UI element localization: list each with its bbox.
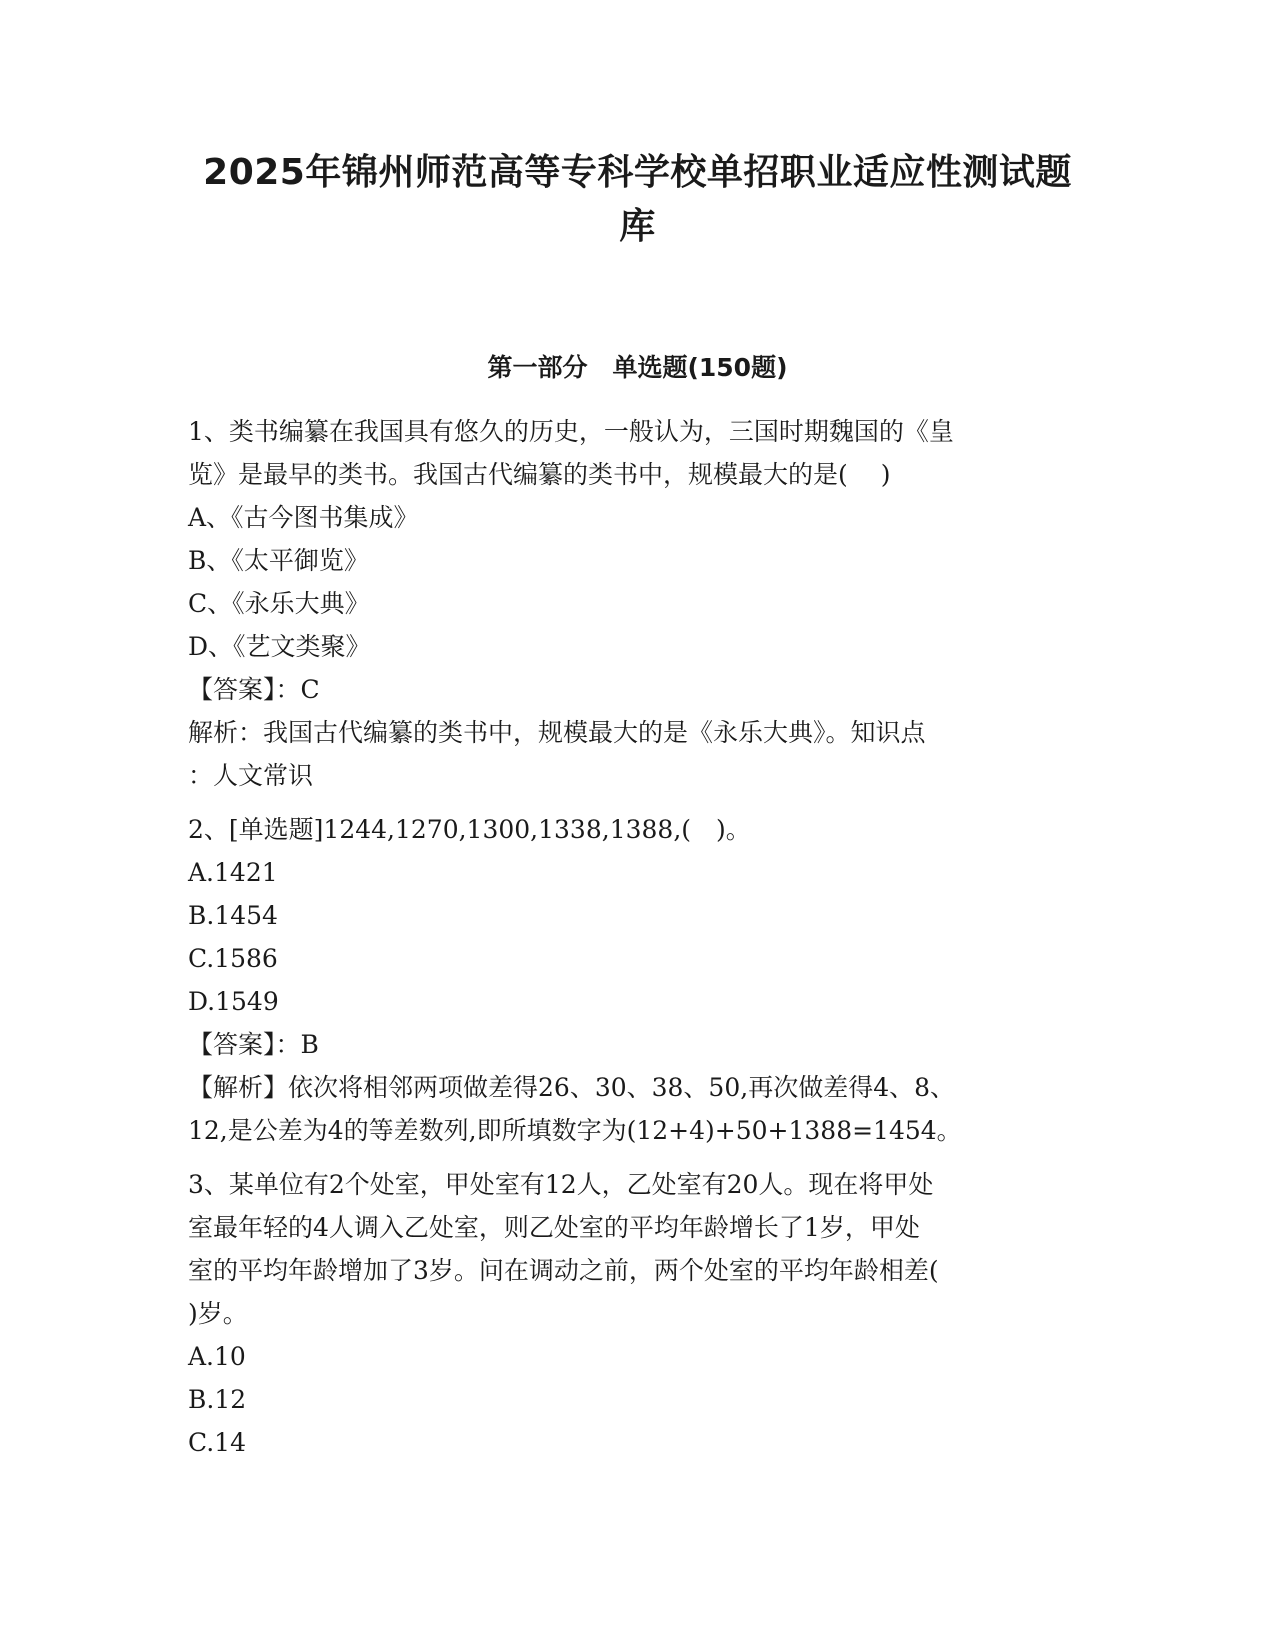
option-d: D、《艺文类聚》 [188,632,371,661]
title-line-1: 2025年锦州师范高等专科学校单招职业适应性测试题 [203,152,1072,193]
option-a: A.10 [188,1342,246,1371]
question-stem-line: 览》是最早的类书。我国古代编纂的类书中，规模最大的是( ) [188,460,891,489]
question-spacer [188,1152,1088,1163]
option-b: B、《太平御览》 [188,546,369,575]
option-b: B.1454 [188,901,278,930]
section-heading: 第一部分 单选题(150题) [487,353,788,382]
explanation-line: 12,是公差为4的等差数列,即所填数字为(12+4)+50+1388=1454。 [188,1116,962,1145]
document-title [180,146,1095,254]
question-1 [188,410,1088,797]
explanation-line: 【解析】依次将相邻两项做差得26、30、38、50,再次做差得4、8、 [188,1073,956,1102]
question-stem-line: 2、[单选题]1244,1270,1300,1338,1388,( )。 [188,815,751,844]
question-stem-line: 1、类书编纂在我国具有悠久的历史，一般认为，三国时期魏国的《皇 [188,417,954,446]
option-a: A、《古今图书集成》 [188,503,419,532]
answer: 【答案】：C [188,675,320,704]
question-stem-line: 室最年轻的4人调入乙处室，则乙处室的平均年龄增长了1岁，甲处 [188,1213,920,1242]
explanation-line: ：人文常识 [188,761,314,790]
question-stem-line: 3、某单位有2个处室，甲处室有12人，乙处室有20人。现在将甲处 [188,1170,934,1199]
option-c: C、《永乐大典》 [188,589,370,618]
title-line-2: 库 [619,206,656,247]
option-b: B.12 [188,1385,247,1414]
question-stem-line: )岁。 [188,1299,248,1328]
question-list [188,410,1088,1464]
question-3 [188,1163,1088,1464]
question-stem-line: 室的平均年龄增加了3岁。问在调动之前，两个处室的平均年龄相差( [188,1256,939,1285]
option-d: D.1549 [188,987,279,1016]
option-a: A.1421 [188,858,278,887]
option-c: C.14 [188,1428,246,1457]
option-c: C.1586 [188,944,278,973]
question-spacer [188,797,1088,808]
answer: 【答案】：B [188,1030,319,1059]
question-2 [188,808,1088,1152]
explanation-line: 解析：我国古代编纂的类书中，规模最大的是《永乐大典》。知识点 [188,718,926,747]
